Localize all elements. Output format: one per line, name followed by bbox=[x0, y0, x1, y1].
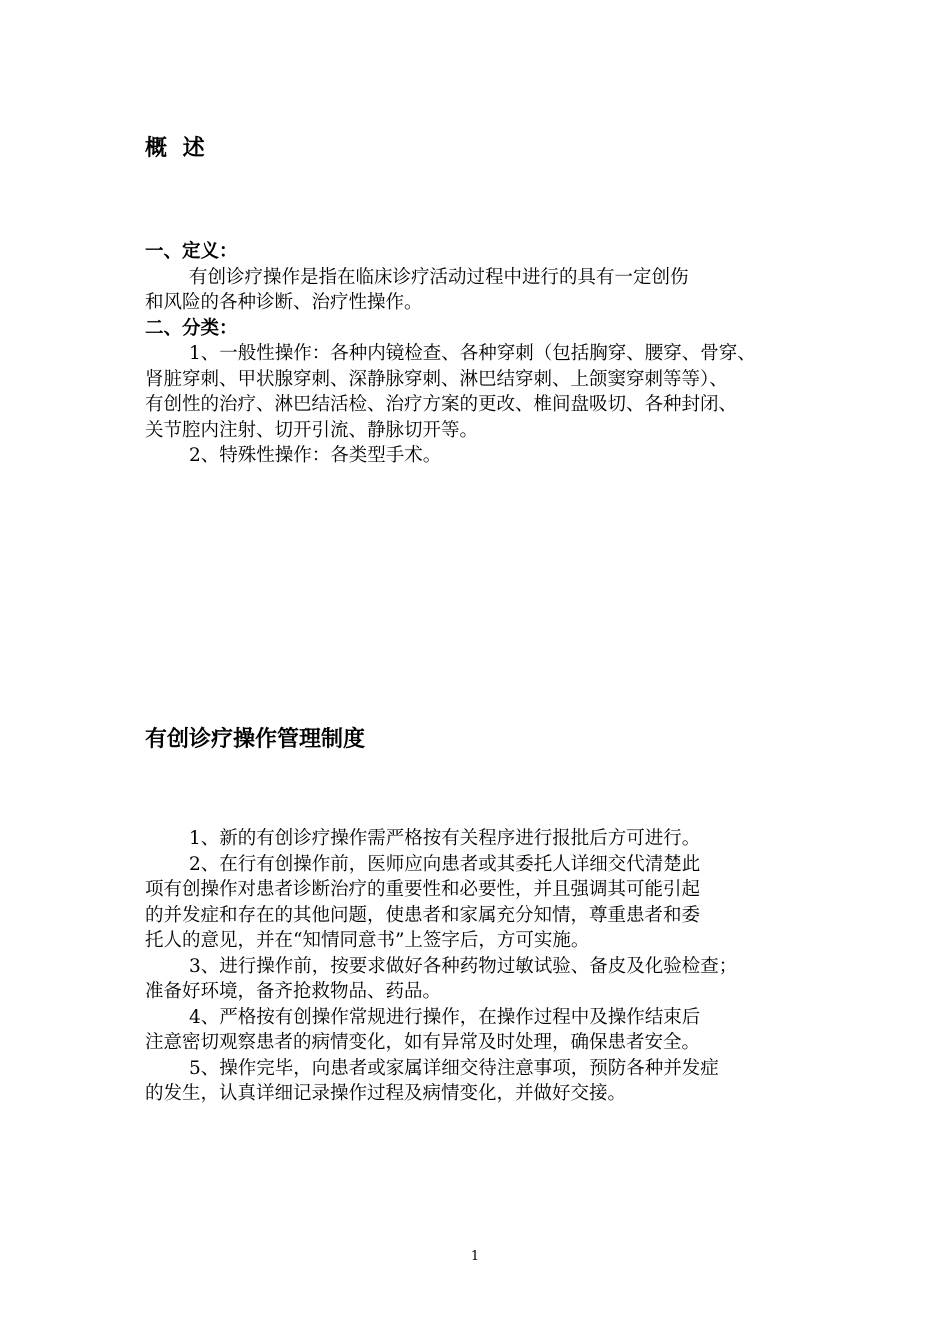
classification-label: 二、分类： bbox=[145, 317, 238, 339]
rule-line-3: 项有创操作对患者诊断治疗的重要性和必要性，并且强调其可能引起 bbox=[145, 879, 701, 900]
rule-line-1: 1、新的有创诊疗操作需严格按有关程序进行报批后方可进行。 bbox=[189, 828, 701, 849]
rule-line-2: 2、在行有创操作前，医师应向患者或其委托人详细交代清楚此 bbox=[189, 853, 701, 875]
definition-label: 一、定义： bbox=[145, 241, 238, 262]
rule-line-6: 3、进行操作前，按要求做好各种药物过敏试验、备皮及化验检查； bbox=[189, 955, 738, 977]
rule-line-8: 4、严格按有创操作常规进行操作，在操作过程中及操作结束后 bbox=[189, 1006, 701, 1028]
classification-line-3: 有创性的治疗、淋巴结活检、治疗方案的更改、椎间盘吸切、各种封闭、 bbox=[145, 394, 738, 415]
overview-body bbox=[145, 239, 815, 469]
definition-line-1: 有创诊疗操作是指在临床诊疗活动过程中进行的具有一定创伤 bbox=[189, 266, 689, 288]
rule-line-10: 5、操作完毕，向患者或家属详细交待注意事项，预防各种并发症 bbox=[189, 1057, 719, 1079]
rule-line-5: 托人的意见，并在“知情同意书”上签字后，方可实施。 bbox=[145, 930, 590, 951]
system-heading: 有创诊疗操作管理制度 bbox=[145, 727, 366, 752]
classification-line-1: 1、一般性操作：各种内镜检查、各种穿刺（包括胸穿、腰穿、骨穿、 bbox=[189, 343, 756, 364]
rule-line-11: 的发生，认真详细记录操作过程及病情变化，并做好交接。 bbox=[145, 1083, 627, 1104]
classification-line-5: 2、特殊性操作：各类型手术。 bbox=[189, 445, 442, 466]
rules-body bbox=[145, 826, 815, 1107]
definition-line-2: 和风险的各种诊断、治疗性操作。 bbox=[145, 292, 423, 313]
classification-line-4: 关节腔内注射、切开引流、静脉切开等。 bbox=[145, 419, 479, 441]
overview-heading: 概 述 bbox=[145, 136, 209, 161]
page-number: 1 bbox=[470, 1249, 480, 1264]
rule-line-4: 的并发症和存在的其他问题，使患者和家属充分知情，尊重患者和委 bbox=[145, 904, 701, 926]
rule-line-9: 注意密切观察患者的病情变化，如有异常及时处理，确保患者安全。 bbox=[145, 1032, 701, 1053]
classification-line-2: 肾脏穿刺、甲状腺穿刺、深静脉穿刺、淋巴结穿刺、上颌窦穿刺等等）、 bbox=[145, 368, 728, 390]
rule-line-7: 准备好环境，备齐抢救物品、药品。 bbox=[145, 981, 442, 1002]
